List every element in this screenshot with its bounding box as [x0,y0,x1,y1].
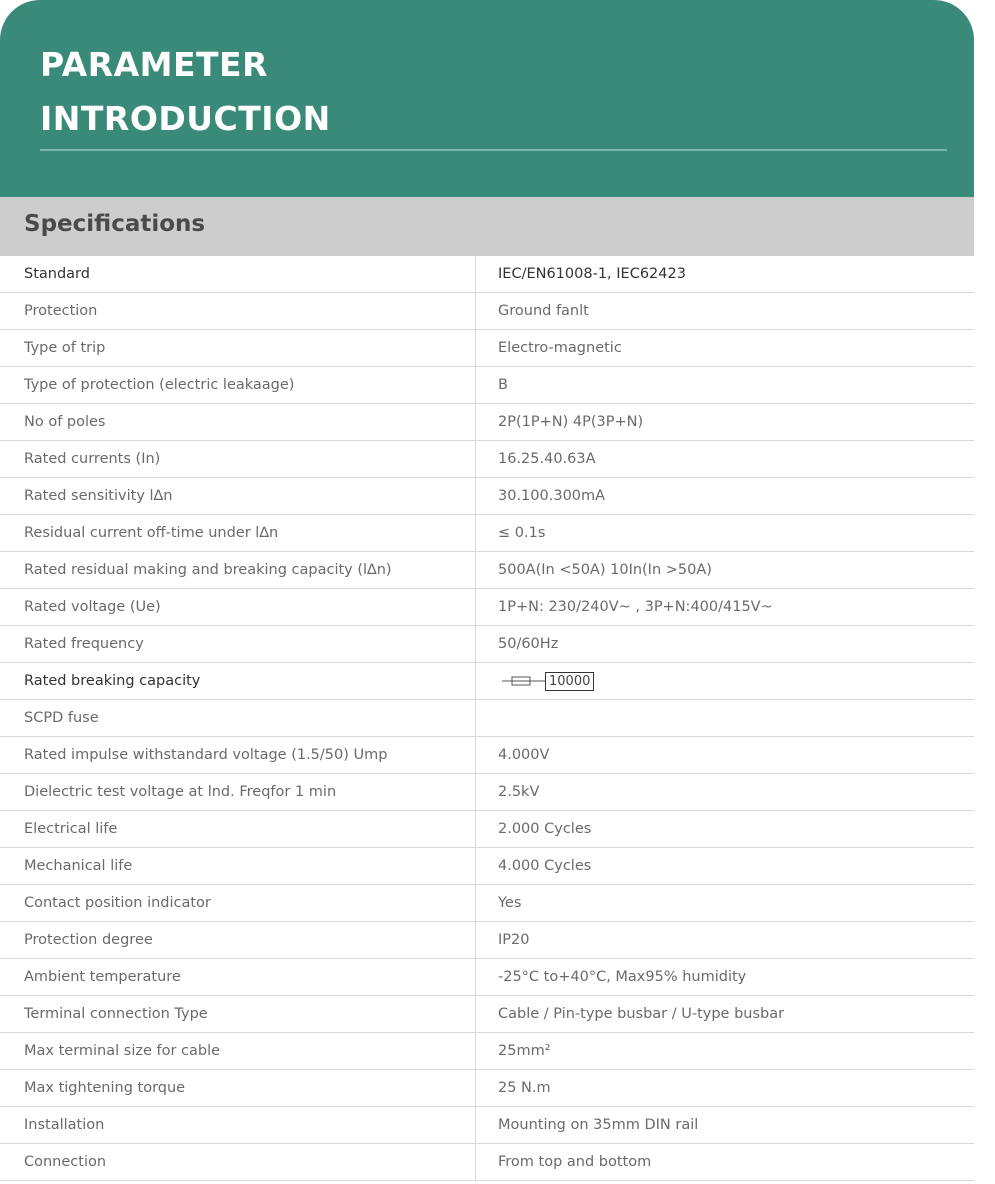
row-label: Standard [24,266,90,282]
row-label: Electrical life [24,821,118,837]
row-label: Rated sensitivity l∆n [24,488,173,504]
column-divider [475,367,476,404]
table-row [0,700,974,737]
row-value [498,663,968,699]
row-value: 4.000V [498,747,550,763]
column-divider [475,293,476,330]
row-value: 2P(1P+N) 4P(3P+N) [498,414,644,430]
header-banner [0,0,974,197]
column-divider [475,811,476,848]
table-row [0,959,974,996]
row-label: SCPD fuse [24,710,99,726]
table-row [0,441,974,478]
column-divider [475,478,476,515]
table-row [0,811,974,848]
column-divider [475,256,476,293]
row-label: Protection degree [24,932,153,948]
column-divider [475,589,476,626]
column-divider [475,1107,476,1144]
row-label: Rated currents (In) [24,451,161,467]
column-divider [475,441,476,478]
table-row [0,330,974,367]
table-row [0,1070,974,1107]
column-divider [475,1144,476,1181]
row-value: 25 N.m [498,1080,551,1096]
specifications-title: Specifications [24,211,206,237]
row-value: 4.000 Cycles [498,858,592,874]
row-value: 25mm² [498,1043,551,1059]
column-divider [475,1070,476,1107]
row-value: Electro-magnetic [498,340,622,356]
row-value: IP20 [498,932,530,948]
table-row [0,996,974,1033]
row-value: 2.000 Cycles [498,821,592,837]
column-divider [475,774,476,811]
row-label: No of poles [24,414,106,430]
table-row [0,848,974,885]
column-divider [475,1033,476,1070]
page-title [40,38,331,146]
column-divider [475,515,476,552]
row-label: Rated impulse withstandard voltage (1.5/50) Ump [24,747,388,763]
page-title-line2: INTRODUCTION [40,99,331,138]
table-row [0,1033,974,1070]
row-value: 500A(In <50A) 10In(In >50A) [498,562,712,578]
row-value: Mounting on 35mm DIN rail [498,1117,699,1133]
table-row [0,552,974,589]
column-divider [475,404,476,441]
table-row [0,885,974,922]
row-label: Terminal connection Type [24,1006,208,1022]
fuse-symbol-icon [498,675,546,687]
table-row [0,515,974,552]
row-value: 1P+N: 230/240V~ , 3P+N:400/415V~ [498,599,773,615]
table-row [0,1107,974,1144]
row-label: Protection [24,303,98,319]
column-divider [475,330,476,367]
row-label: Ambient temperature [24,969,181,985]
column-divider [475,552,476,589]
column-divider [475,885,476,922]
table-row [0,404,974,441]
column-divider [475,848,476,885]
row-label: Type of trip [24,340,106,356]
row-label: Connection [24,1154,107,1170]
row-label: Mechanical life [24,858,133,874]
column-divider [475,737,476,774]
page-title-line1: PARAMETER [40,45,268,84]
row-value: Yes [498,895,522,911]
table-row [0,367,974,404]
fuse-rating-value: 10000 [545,672,594,691]
row-label: Installation [24,1117,105,1133]
row-label: Residual current off-time under l∆n [24,525,279,541]
fuse-rating [498,663,594,699]
row-label: Type of protection (electric leakaage) [24,377,295,393]
row-value: IEC/EN61008-1, IEC62423 [498,266,686,282]
table-row [0,663,974,700]
table-row [0,293,974,330]
row-value: B [498,377,508,393]
row-label: Max tightening torque [24,1080,186,1096]
specifications-table [0,256,974,1181]
header-divider [40,149,947,151]
table-row [0,922,974,959]
column-divider [475,626,476,663]
table-row [0,589,974,626]
row-value: Ground fanlt [498,303,589,319]
row-value: 30.100.300mA [498,488,606,504]
row-value: From top and bottom [498,1154,652,1170]
table-row [0,626,974,663]
row-value: 16.25.40.63A [498,451,596,467]
column-divider [475,959,476,996]
table-row [0,256,974,293]
row-value [498,700,968,736]
table-row [0,774,974,811]
row-label: Rated frequency [24,636,144,652]
column-divider [475,922,476,959]
row-value: 2.5kV [498,784,540,800]
row-label: Rated residual making and breaking capacity (l∆n) [24,562,392,578]
row-label: Dielectric test voltage at lnd. Freqfor 1 min [24,784,337,800]
row-value: 50/60Hz [498,636,559,652]
specifications-bar [0,197,974,256]
row-label: Max terminal size for cable [24,1043,221,1059]
row-value: -25°C to+40°C, Max95% humidity [498,969,747,985]
table-row [0,1144,974,1181]
row-label: Rated breaking capacity [24,673,201,689]
row-value: Cable / Pin-type busbar / U-type busbar [498,1006,785,1022]
row-value: ≤ 0.1s [498,525,546,541]
table-row [0,737,974,774]
row-label: Rated voltage (Ue) [24,599,161,615]
table-row [0,478,974,515]
column-divider [475,663,476,700]
row-label: Contact position indicator [24,895,211,911]
column-divider [475,700,476,737]
column-divider [475,996,476,1033]
